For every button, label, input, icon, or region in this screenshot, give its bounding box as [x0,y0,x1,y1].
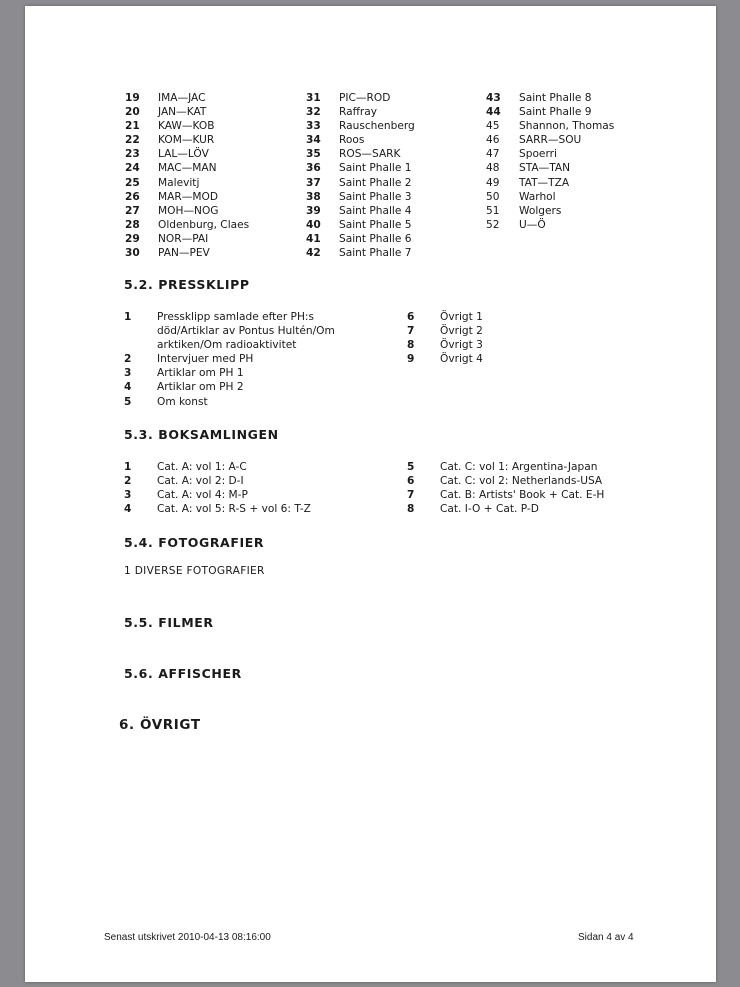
index-number: 49 [486,176,500,189]
index-number: 40 [306,218,321,231]
footer-printed-date: Senast utskrivet 2010-04-13 08:16:00 [104,932,271,943]
index-row [486,218,614,232]
list-item [124,352,347,366]
index-row [125,133,249,147]
boksamlingen-list-right [407,460,680,516]
index-label: ROS—SARK [339,148,401,161]
list-item-label: Övrigt 1 [440,311,483,323]
fotografier-item: 1 DIVERSE FOTOGRAFIER [124,565,265,577]
index-number: 52 [486,218,500,231]
list-item-number: 2 [124,475,132,488]
index-label: STA—TAN [519,162,571,175]
index-label: NOR—PAI [158,232,209,245]
list-item-number: 8 [407,503,415,516]
section-heading-fotografier: 5.4. FOTOGRAFIER [124,535,265,550]
index-label: JAN—KAT [158,106,207,119]
index-label: Saint Phalle 1 [339,162,412,175]
list-item-label: Cat. A: vol 1: A-C [157,461,247,473]
list-item-label: Cat. C: vol 2: Netherlands-USA [440,475,603,488]
index-label: Malevitj [158,176,200,189]
list-item-label: Cat. B: Artists' Book + Cat. E-H [440,489,605,502]
index-row [306,246,415,260]
index-row [306,105,415,119]
section-heading-affischer: 5.6. AFFISCHER [124,666,242,681]
list-item-label: Övrigt 4 [440,353,483,366]
list-item [407,324,660,338]
index-number: 22 [125,134,140,147]
index-label: SARR—SOU [519,134,582,147]
index-label: Saint Phalle 9 [519,106,592,119]
index-row [486,176,614,190]
index-number: 48 [486,162,500,175]
index-label: MOH—NOG [158,204,219,217]
index-row [125,190,249,204]
index-number: 34 [306,134,321,147]
list-item-number: 3 [124,367,132,380]
index-number: 24 [125,162,140,175]
list-item-label: Övrigt 3 [440,339,483,352]
index-label: Saint Phalle 3 [339,190,412,203]
index-row [125,232,249,246]
list-item-number: 4 [124,503,132,516]
list-item-label: Pressklipp samlade efter PH:s död/Artiklar av Pontus Hultén/Om arktiken/Om radioaktivitet [157,311,335,352]
index-row [486,91,614,105]
index-label: Saint Phalle 5 [339,218,412,231]
index-number: 50 [486,190,500,203]
index-label: Shannon, Thomas [519,120,615,133]
index-column-3 [486,91,614,232]
section-heading-filmer: 5.5. FILMER [124,615,214,630]
index-label: Warhol [519,190,556,203]
index-row [486,161,614,175]
list-item-number: 1 [124,311,132,323]
index-row [486,190,614,204]
list-item [407,338,660,352]
index-number: 39 [306,204,321,217]
index-label: Saint Phalle 7 [339,247,412,260]
index-row [125,218,249,232]
list-item [124,395,347,409]
list-item-label: Cat. A: vol 5: R-S + vol 6: T-Z [157,503,311,516]
index-number: 41 [306,232,321,245]
index-number: 21 [125,120,140,133]
index-number: 43 [486,92,501,104]
index-number: 46 [486,134,500,147]
list-item-label: Cat. C: vol 1: Argentina-Japan [440,461,598,473]
list-item-label: Intervjuer med PH [157,353,254,366]
list-item-number: 5 [124,395,132,408]
index-row [306,133,415,147]
index-number: 37 [306,176,321,189]
list-item [124,366,347,380]
document-page [25,6,716,982]
index-number: 25 [125,176,140,189]
list-item-number: 8 [407,339,415,352]
index-row [125,176,249,190]
index-number: 31 [306,92,321,104]
index-column-1 [125,91,249,260]
index-number: 32 [306,106,321,119]
list-item-label: Om konst [157,395,208,408]
list-item-label: Cat. A: vol 4: M-P [157,489,248,502]
index-row [125,105,249,119]
boksamlingen-list-left [124,460,397,516]
index-label: Saint Phalle 4 [339,204,412,217]
index-number: 20 [125,106,140,119]
list-item-number: 7 [407,325,415,338]
index-row [486,133,614,147]
index-number: 33 [306,120,321,133]
list-item-number: 7 [407,489,415,502]
index-number: 44 [486,106,501,119]
list-item-number: 2 [124,353,132,366]
index-row [486,119,614,133]
pressklipp-list-left [124,310,347,409]
index-row [306,218,415,232]
list-item [407,488,680,502]
list-item-number: 6 [407,475,415,488]
pressklipp-list-right [407,310,660,366]
index-label: Saint Phalle 8 [519,92,592,104]
index-column-2 [306,91,415,260]
footer-page-number: Sidan 4 av 4 [578,932,634,943]
index-row [306,204,415,218]
index-row [486,204,614,218]
index-number: 26 [125,190,140,203]
section-heading-ovrigt: 6. ÖVRIGT [119,717,201,733]
section-heading-boksamlingen: 5.3. BOKSAMLINGEN [124,427,279,442]
index-number: 42 [306,247,321,260]
index-label: U—Ö [519,218,546,231]
list-item [124,380,347,394]
index-label: KAW—KOB [158,120,215,133]
index-number: 28 [125,218,140,231]
index-label: Oldenburg, Claes [158,218,250,231]
index-label: Rauschenberg [339,120,415,133]
index-number: 27 [125,204,140,217]
index-row [125,161,249,175]
index-row [125,91,249,105]
index-row [486,147,614,161]
index-row [306,91,415,105]
index-number: 36 [306,162,321,175]
list-item-label: Artiklar om PH 1 [157,367,244,380]
list-item [407,460,680,474]
list-item-number: 6 [407,311,415,323]
list-item [124,474,397,488]
index-label: Wolgers [519,204,562,217]
index-number: 23 [125,148,140,161]
index-label: MAC—MAN [158,162,217,175]
index-number: 45 [486,120,500,133]
index-label: Spoerri [519,148,557,161]
index-number: 47 [486,148,500,161]
index-label: Roos [339,134,365,147]
list-item [407,474,680,488]
index-number: 19 [125,92,140,104]
list-item [124,502,397,516]
index-row [486,105,614,119]
index-number: 38 [306,190,321,203]
list-item [407,502,680,516]
list-item [124,460,397,474]
list-item-label: Cat. I-O + Cat. P-D [440,503,539,516]
index-row [306,147,415,161]
index-row [306,190,415,204]
list-item-number: 1 [124,461,132,473]
section-heading-pressklipp: 5.2. PRESSKLIPP [124,277,250,292]
index-number: 35 [306,148,321,161]
index-row [306,232,415,246]
index-label: LAL—LÖV [158,148,209,161]
list-item-number: 4 [124,381,132,394]
index-number: 29 [125,232,140,245]
list-item [124,488,397,502]
index-label: Raffray [339,106,378,119]
index-label: Saint Phalle 2 [339,176,412,189]
index-label: PIC—ROD [339,92,391,104]
index-label: PAN—PEV [158,247,210,260]
index-row [125,246,249,260]
index-label: KOM—KUR [158,134,215,147]
list-item-label: Artiklar om PH 2 [157,381,244,394]
index-row [306,176,415,190]
index-row [125,147,249,161]
index-row [125,204,249,218]
index-row [125,119,249,133]
list-item [407,310,660,324]
index-label: TAT—TZA [519,176,570,189]
list-item-number: 5 [407,461,415,473]
index-number: 30 [125,247,140,260]
list-item [124,310,347,352]
list-item [407,352,660,366]
list-item-number: 9 [407,353,415,366]
index-row [306,161,415,175]
index-label: IMA—JAC [158,92,206,104]
list-item-label: Övrigt 2 [440,325,483,338]
index-row [306,119,415,133]
index-label: Saint Phalle 6 [339,232,412,245]
list-item-label: Cat. A: vol 2: D-I [157,475,244,488]
index-number: 51 [486,204,500,217]
index-label: MAR—MOD [158,190,218,203]
list-item-number: 3 [124,489,132,502]
